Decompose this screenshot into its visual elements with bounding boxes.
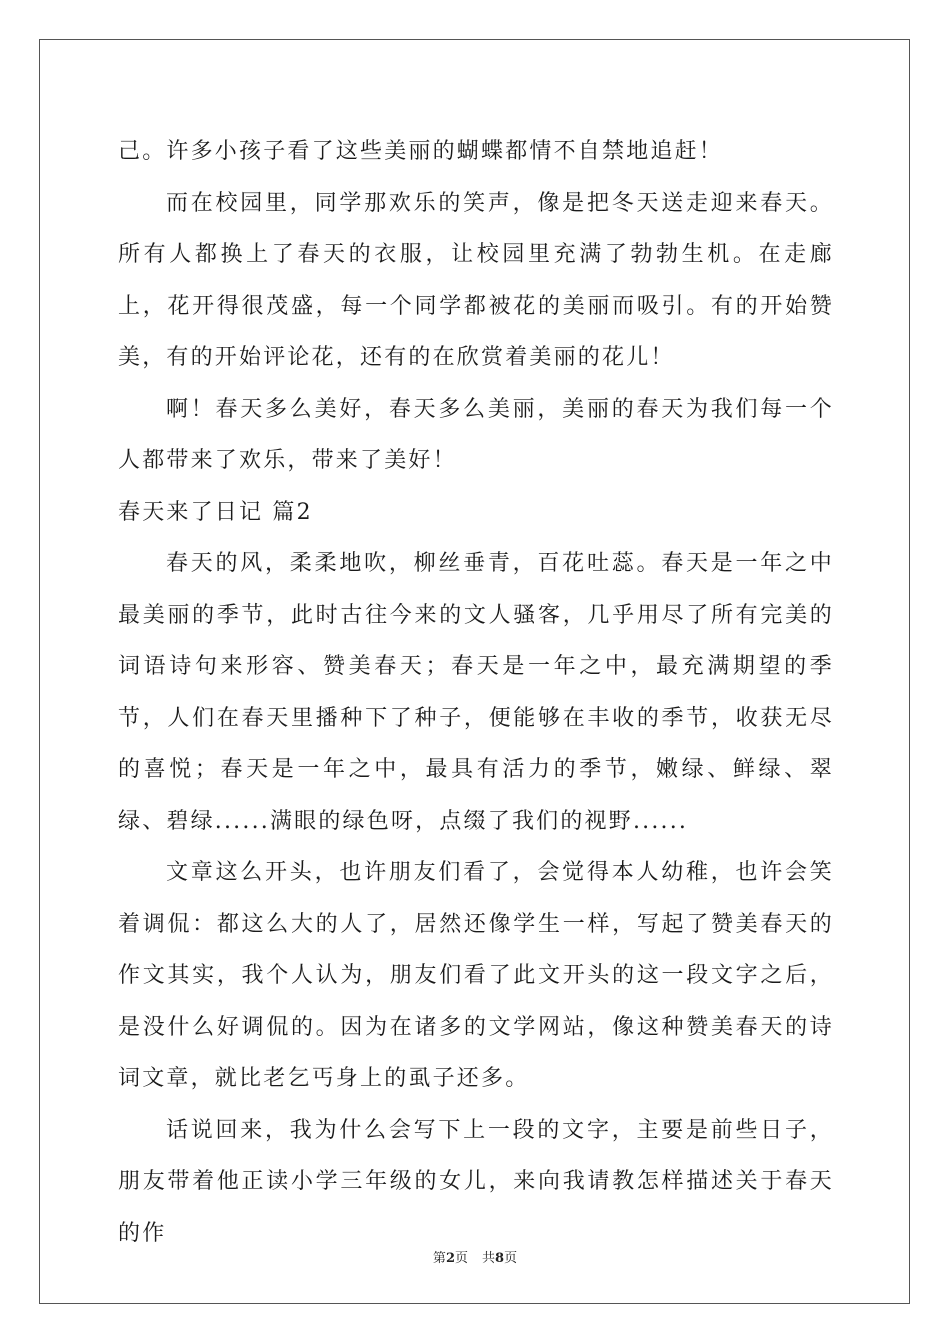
- paragraph: 话说回来，我为什么会写下上一段的文字，主要是前些日子，朋友带着他正读小学三年级的女儿，来向我请教怎样描述关于春天的作: [118, 1117, 834, 1246]
- page-footer: [0, 1247, 950, 1266]
- paragraph: 而在校园里，同学那欢乐的笑声，像是把冬天送走迎来春天。所有人都换上了春天的衣服，让校园里充满了勃勃生机。在走廊上，花开得很茂盛，每一个同学都被花的美丽而吸引。有的开始赞美，有的开始评论花，还有的在欣赏着美丽的花儿！: [118, 190, 834, 370]
- section-heading: 春天来了日记 篇2: [118, 499, 313, 525]
- paragraph: 啊！春天多么美好，春天多么美丽，美丽的春天为我们每一个人都带来了欢乐，带来了美好！: [118, 396, 834, 473]
- page-prefix: 第: [432, 1251, 446, 1266]
- page-current: 2: [445, 1251, 455, 1266]
- paragraph-continuation: 己。许多小孩子看了这些美丽的蝴蝶都情不自禁地追赶！: [118, 139, 724, 164]
- paragraph: 文章这么开头，也许朋友们看了，会觉得本人幼稚，也许会笑着调侃：都这么大的人了，居然还像学生一样，写起了赞美春天的作文其实，我个人认为，朋友们看了此文开头的这一段文字之后，是没什么好调侃的。因为在诸多的文学网站，像这种赞美春天的诗词文章，就比老乞丐身上的虱子还多。: [118, 860, 834, 1091]
- document-body: [118, 126, 834, 1259]
- page-suffix: 页: [454, 1251, 468, 1266]
- total-prefix: 共: [482, 1251, 496, 1266]
- total-suffix: 页: [504, 1251, 518, 1266]
- paragraph: 春天的风，柔柔地吹，柳丝垂青，百花吐蕊。春天是一年之中最美丽的季节，此时古往今来的文人骚客，几乎用尽了所有完美的词语诗句来形容、赞美春天；春天是一年之中，最充满期望的季节，人们在春天里播种下了种子，便能够在丰收的季节，收获无尽的喜悦；春天是一年之中，最具有活力的季节，嫩绿、鲜绿、翠绿、碧绿......满眼的绿色呀，点缀了我们的视野......: [118, 551, 834, 834]
- page-total: 8: [495, 1251, 505, 1266]
